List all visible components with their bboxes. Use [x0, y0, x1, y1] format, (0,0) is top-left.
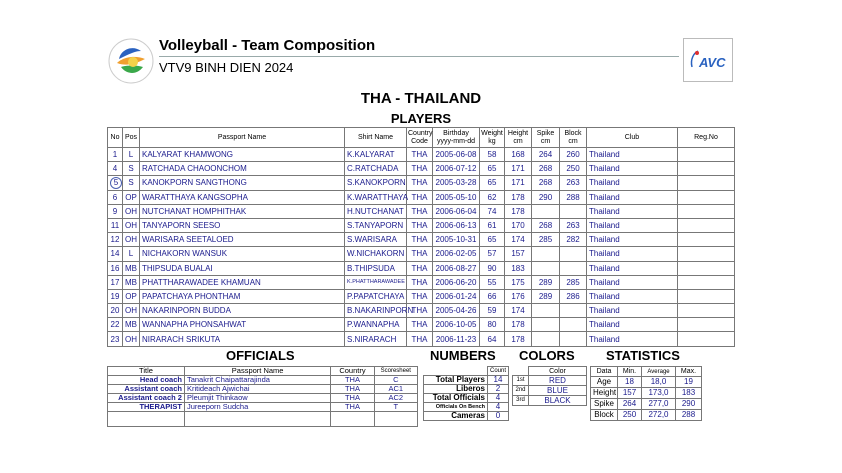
player-number: 6 — [108, 190, 123, 204]
player-birthday: 2005-10-31 — [433, 233, 480, 247]
player-spike: 268 — [532, 162, 560, 176]
player-position: MB — [123, 318, 140, 332]
player-spike — [532, 204, 560, 218]
col-max: Max. — [676, 367, 702, 377]
player-number: 23 — [108, 332, 123, 346]
player-row — [108, 289, 735, 303]
numbers-value: 2 — [488, 385, 509, 394]
numbers-value: 4 — [488, 394, 509, 403]
numbers-table — [423, 366, 509, 421]
player-block: 263 — [560, 176, 587, 190]
player-birthday: 2005-03-28 — [433, 176, 480, 190]
color-value: BLACK — [529, 396, 587, 406]
player-height: 171 — [505, 162, 532, 176]
player-country-code: THA — [407, 233, 433, 247]
players-table — [107, 127, 735, 347]
official-country: THA — [331, 385, 374, 394]
player-reg-no — [678, 233, 735, 247]
player-birthday: 2005-05-10 — [433, 190, 480, 204]
player-spike: 290 — [532, 190, 560, 204]
player-shirt-name: B.NAKARINPORN — [345, 304, 407, 318]
player-country-code: THA — [407, 162, 433, 176]
color-row — [513, 376, 587, 386]
statistics-label: Block — [591, 410, 618, 421]
player-block: 288 — [560, 190, 587, 204]
player-reg-no — [678, 275, 735, 289]
player-height: 174 — [505, 233, 532, 247]
player-club: Thailand — [587, 162, 678, 176]
player-position: OH — [123, 233, 140, 247]
player-block — [560, 304, 587, 318]
player-birthday: 2006-11-23 — [433, 332, 480, 346]
header-divider — [159, 56, 679, 57]
player-row — [108, 190, 735, 204]
player-birthday: 2006-06-13 — [433, 218, 480, 232]
player-reg-no — [678, 190, 735, 204]
player-club: Thailand — [587, 275, 678, 289]
color-value: RED — [529, 376, 587, 386]
official-name: Kritideach Ajwichai — [184, 385, 330, 394]
player-birthday: 2006-06-04 — [433, 204, 480, 218]
player-row — [108, 233, 735, 247]
officials-table — [107, 366, 418, 427]
player-spike — [532, 318, 560, 332]
player-club: Thailand — [587, 233, 678, 247]
player-weight: 57 — [480, 247, 505, 261]
statistics-label: Age — [591, 377, 618, 388]
player-birthday: 2005-04-26 — [433, 304, 480, 318]
official-title: Assistant coach — [108, 385, 185, 394]
player-height: 175 — [505, 275, 532, 289]
avc-logo-text: AVC — [699, 55, 726, 70]
player-spike — [532, 332, 560, 346]
player-height: 171 — [505, 176, 532, 190]
col-weight: Weight kg — [480, 128, 505, 148]
player-spike: 264 — [532, 148, 560, 162]
player-row — [108, 318, 735, 332]
player-number — [108, 176, 123, 190]
color-order: 2nd — [513, 386, 529, 396]
col-title: Title — [108, 367, 185, 376]
player-block: 282 — [560, 233, 587, 247]
player-weight: 59 — [480, 304, 505, 318]
col-scoresheet: Scoresheet — [374, 367, 417, 376]
official-title: THERAPIST — [108, 403, 185, 412]
player-weight: 62 — [480, 190, 505, 204]
player-club: Thailand — [587, 261, 678, 275]
player-birthday: 2006-02-05 — [433, 247, 480, 261]
player-block: 260 — [560, 148, 587, 162]
avc-logo — [683, 38, 733, 82]
team-title: THA - THAILAND — [360, 90, 482, 107]
color-row — [513, 386, 587, 396]
statistics-row — [591, 410, 702, 421]
player-passport-name: THIPSUDA BUALAI — [140, 261, 345, 275]
statistics-row — [591, 399, 702, 410]
col-passport-name: Passport Name — [140, 128, 345, 148]
player-country-code: THA — [407, 304, 433, 318]
player-reg-no — [678, 218, 735, 232]
player-position: OH — [123, 204, 140, 218]
player-birthday: 2006-08-27 — [433, 261, 480, 275]
statistics-label: Height — [591, 388, 618, 399]
player-weight: 90 — [480, 261, 505, 275]
player-club: Thailand — [587, 247, 678, 261]
player-weight: 61 — [480, 218, 505, 232]
col-reg-no: Reg.No — [678, 128, 735, 148]
player-spike: 268 — [532, 218, 560, 232]
player-country-code: THA — [407, 176, 433, 190]
player-row — [108, 304, 735, 318]
player-club: Thailand — [587, 190, 678, 204]
player-birthday: 2006-06-20 — [433, 275, 480, 289]
player-number: 11 — [108, 218, 123, 232]
player-birthday: 2005-06-08 — [433, 148, 480, 162]
player-block: 286 — [560, 289, 587, 303]
player-weight: 64 — [480, 332, 505, 346]
player-height: 178 — [505, 190, 532, 204]
col-data: Data — [591, 367, 618, 377]
player-position: OH — [123, 218, 140, 232]
player-block: 263 — [560, 218, 587, 232]
col-no: No — [108, 128, 123, 148]
player-club: Thailand — [587, 304, 678, 318]
player-reg-no — [678, 148, 735, 162]
player-number: 1 — [108, 148, 123, 162]
player-height: 178 — [505, 204, 532, 218]
player-weight: 80 — [480, 318, 505, 332]
player-block — [560, 261, 587, 275]
player-weight: 65 — [480, 162, 505, 176]
colors-header-empty — [513, 367, 529, 376]
document-title: Volleyball - Team Composition — [159, 37, 376, 54]
player-passport-name: PHATTHARAWADEE KHAMUAN — [140, 275, 345, 289]
player-row — [108, 275, 735, 289]
player-spike — [532, 304, 560, 318]
player-birthday: 2006-01-24 — [433, 289, 480, 303]
player-passport-name: TANYAPORN SEESO — [140, 218, 345, 232]
player-height: 178 — [505, 318, 532, 332]
player-spike: 285 — [532, 233, 560, 247]
player-position: OH — [123, 332, 140, 346]
player-height: 176 — [505, 289, 532, 303]
numbers-label: Officials On Bench — [424, 403, 488, 412]
player-club: Thailand — [587, 176, 678, 190]
player-country-code: THA — [407, 261, 433, 275]
empty-cell — [108, 412, 185, 427]
statistics-row — [591, 377, 702, 388]
player-country-code: THA — [407, 218, 433, 232]
statistics-max: 290 — [676, 399, 702, 410]
player-shirt-name: B.THIPSUDA — [345, 261, 407, 275]
player-weight: 74 — [480, 204, 505, 218]
player-country-code: THA — [407, 247, 433, 261]
player-club: Thailand — [587, 148, 678, 162]
player-position: L — [123, 148, 140, 162]
statistics-min: 18 — [618, 377, 642, 388]
player-position: MB — [123, 261, 140, 275]
statistics-header-row — [591, 367, 702, 377]
player-reg-no — [678, 176, 735, 190]
col-official-country: Country — [331, 367, 374, 376]
col-shirt-name: Shirt Name — [345, 128, 407, 148]
player-reg-no — [678, 261, 735, 275]
player-club: Thailand — [587, 332, 678, 346]
player-country-code: THA — [407, 275, 433, 289]
player-passport-name: RATCHADA CHAOONCHOM — [140, 162, 345, 176]
player-row — [108, 204, 735, 218]
col-count: Count — [488, 367, 509, 376]
player-row — [108, 261, 735, 275]
player-weight: 65 — [480, 233, 505, 247]
official-row-empty — [108, 412, 418, 427]
player-position: OH — [123, 304, 140, 318]
player-position: L — [123, 247, 140, 261]
player-block: 285 — [560, 275, 587, 289]
player-reg-no — [678, 318, 735, 332]
player-block: 250 — [560, 162, 587, 176]
player-height: 168 — [505, 148, 532, 162]
player-number: 4 — [108, 162, 123, 176]
player-spike — [532, 261, 560, 275]
player-shirt-name: S.NIRARACH — [345, 332, 407, 346]
player-shirt-name: S.WARISARA — [345, 233, 407, 247]
colors-table — [512, 366, 587, 406]
player-position: S — [123, 162, 140, 176]
official-name: Tanakrit Chaipattarajinda — [184, 376, 330, 385]
col-average: Average — [642, 367, 676, 377]
statistics-average: 173,0 — [642, 388, 676, 399]
player-block — [560, 332, 587, 346]
player-club: Thailand — [587, 204, 678, 218]
player-shirt-name: K.KALYARAT — [345, 148, 407, 162]
statistics-max: 288 — [676, 410, 702, 421]
numbers-value: 4 — [488, 403, 509, 412]
col-block: Block cm — [560, 128, 587, 148]
statistics-max: 183 — [676, 388, 702, 399]
player-height: 178 — [505, 332, 532, 346]
player-club: Thailand — [587, 218, 678, 232]
player-reg-no — [678, 304, 735, 318]
player-country-code: THA — [407, 289, 433, 303]
statistics-average: 277,0 — [642, 399, 676, 410]
col-club: Club — [587, 128, 678, 148]
statistics-section-title: STATISTICS — [606, 348, 680, 363]
player-number-circle: 5 — [110, 177, 122, 189]
player-row — [108, 176, 735, 190]
player-birthday: 2006-07-12 — [433, 162, 480, 176]
player-position: OP — [123, 190, 140, 204]
official-country: THA — [331, 403, 374, 412]
player-spike: 289 — [532, 275, 560, 289]
numbers-value: 0 — [488, 412, 509, 421]
players-section-title: PLAYERS — [390, 111, 452, 126]
player-number: 16 — [108, 261, 123, 275]
player-passport-name: PAPATCHAYA PHONTHAM — [140, 289, 345, 303]
player-spike: 289 — [532, 289, 560, 303]
numbers-label: Total Players — [424, 376, 488, 385]
player-shirt-name: S.TANYAPORN — [345, 218, 407, 232]
player-reg-no — [678, 162, 735, 176]
official-name: Jureeporn Sudcha — [184, 403, 330, 412]
player-passport-name: NAKARINPORN BUDDA — [140, 304, 345, 318]
official-scoresheet: AC2 — [374, 394, 417, 403]
player-passport-name: WARATTHAYA KANGSOPHA — [140, 190, 345, 204]
player-weight: 66 — [480, 289, 505, 303]
player-reg-no — [678, 289, 735, 303]
player-country-code: THA — [407, 204, 433, 218]
numbers-section-title: NUMBERS — [430, 348, 496, 363]
numbers-row — [424, 412, 509, 421]
col-pos: Pos — [123, 128, 140, 148]
player-shirt-name: P.PAPATCHAYA — [345, 289, 407, 303]
player-number: 20 — [108, 304, 123, 318]
player-spike — [532, 247, 560, 261]
tournament-logo — [107, 37, 155, 85]
player-row — [108, 332, 735, 346]
official-title: Head coach — [108, 376, 185, 385]
official-title: Assistant coach 2 — [108, 394, 185, 403]
color-order: 1st — [513, 376, 529, 386]
col-height: Height cm — [505, 128, 532, 148]
player-shirt-name: W.NICHAKORN — [345, 247, 407, 261]
player-passport-name: NIRARACH SRIKUTA — [140, 332, 345, 346]
statistics-min: 264 — [618, 399, 642, 410]
player-row — [108, 148, 735, 162]
player-spike: 268 — [532, 176, 560, 190]
player-block — [560, 247, 587, 261]
player-row — [108, 162, 735, 176]
statistics-average: 272,0 — [642, 410, 676, 421]
player-row — [108, 247, 735, 261]
player-birthday: 2006-10-05 — [433, 318, 480, 332]
player-number: 19 — [108, 289, 123, 303]
player-club: Thailand — [587, 289, 678, 303]
official-scoresheet: C — [374, 376, 417, 385]
player-passport-name: NUTCHANAT HOMPHITHAK — [140, 204, 345, 218]
official-name: Pleumjit Thinkaow — [184, 394, 330, 403]
col-birthday: Birthday yyyy-mm-dd — [433, 128, 480, 148]
player-weight: 65 — [480, 176, 505, 190]
empty-cell — [331, 412, 374, 427]
empty-cell — [184, 412, 330, 427]
colors-header-row — [513, 367, 587, 376]
player-passport-name: WARISARA SEETALOED — [140, 233, 345, 247]
player-row — [108, 218, 735, 232]
official-country: THA — [331, 376, 374, 385]
player-country-code: THA — [407, 332, 433, 346]
player-height: 174 — [505, 304, 532, 318]
player-number: 9 — [108, 204, 123, 218]
color-row — [513, 396, 587, 406]
col-country-code: Country Code — [407, 128, 433, 148]
player-shirt-name: K.WARATTHAYA — [345, 190, 407, 204]
col-official-name: Passport Name — [184, 367, 330, 376]
player-shirt-name: H.NUTCHANAT — [345, 204, 407, 218]
player-number: 12 — [108, 233, 123, 247]
document-subtitle: VTV9 BINH DIEN 2024 — [159, 60, 294, 75]
player-block — [560, 318, 587, 332]
official-scoresheet: T — [374, 403, 417, 412]
empty-cell — [374, 412, 417, 427]
statistics-label: Spike — [591, 399, 618, 410]
numbers-label: Total Officials — [424, 394, 488, 403]
player-reg-no — [678, 332, 735, 346]
player-number: 22 — [108, 318, 123, 332]
player-passport-name: KANOKPORN SANGTHONG — [140, 176, 345, 190]
statistics-average: 18,0 — [642, 377, 676, 388]
player-block — [560, 204, 587, 218]
player-country-code: THA — [407, 190, 433, 204]
player-shirt-name: K.PHATTHARAWADEE — [345, 275, 407, 289]
statistics-min: 157 — [618, 388, 642, 399]
official-scoresheet: AC1 — [374, 385, 417, 394]
numbers-label: Cameras — [424, 412, 488, 421]
statistics-max: 19 — [676, 377, 702, 388]
col-color: Color — [529, 367, 587, 376]
numbers-value: 14 — [488, 376, 509, 385]
color-order: 3rd — [513, 396, 529, 406]
player-weight: 55 — [480, 275, 505, 289]
col-min: Min. — [618, 367, 642, 377]
player-club: Thailand — [587, 318, 678, 332]
statistics-table — [590, 366, 702, 421]
player-height: 183 — [505, 261, 532, 275]
player-passport-name: WANNAPHA PHONSAHWAT — [140, 318, 345, 332]
player-position: MB — [123, 275, 140, 289]
player-country-code: THA — [407, 148, 433, 162]
players-header-row — [108, 128, 735, 148]
col-spike: Spike cm — [532, 128, 560, 148]
player-shirt-name: S.KANOKPORN — [345, 176, 407, 190]
player-shirt-name: C.RATCHADA — [345, 162, 407, 176]
official-country: THA — [331, 394, 374, 403]
numbers-label: Liberos — [424, 385, 488, 394]
player-country-code: THA — [407, 318, 433, 332]
player-number: 14 — [108, 247, 123, 261]
player-reg-no — [678, 247, 735, 261]
player-height: 170 — [505, 218, 532, 232]
player-reg-no — [678, 204, 735, 218]
colors-section-title: COLORS — [519, 348, 575, 363]
player-position: S — [123, 176, 140, 190]
player-position: OP — [123, 289, 140, 303]
statistics-row — [591, 388, 702, 399]
player-passport-name: KALYARAT KHAMWONG — [140, 148, 345, 162]
officials-section-title: OFFICIALS — [226, 348, 295, 363]
color-value: BLUE — [529, 386, 587, 396]
player-passport-name: NICHAKORN WANSUK — [140, 247, 345, 261]
statistics-min: 250 — [618, 410, 642, 421]
player-weight: 58 — [480, 148, 505, 162]
official-row — [108, 403, 418, 412]
player-number: 17 — [108, 275, 123, 289]
player-height: 157 — [505, 247, 532, 261]
player-shirt-name: P.WANNAPHA — [345, 318, 407, 332]
